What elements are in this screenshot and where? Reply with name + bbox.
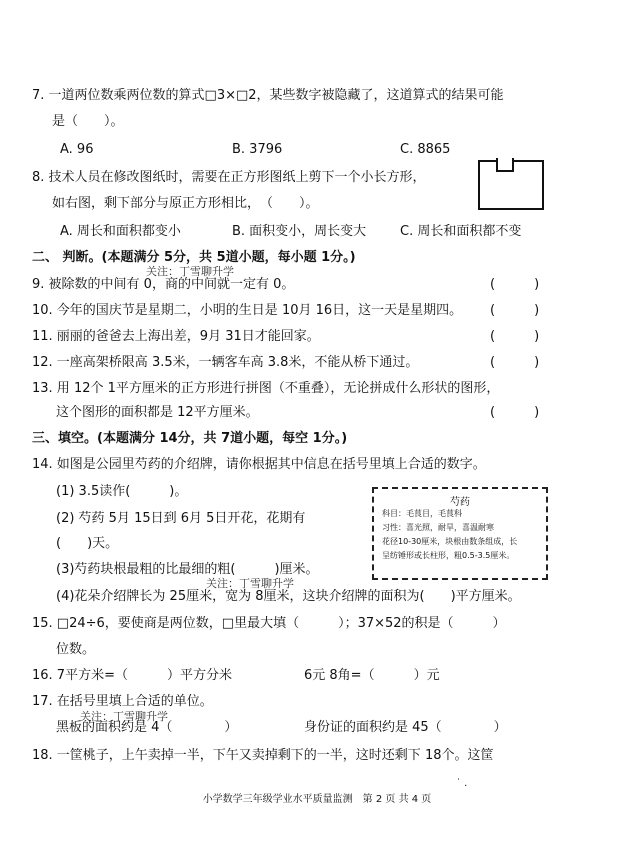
card-line: 花径10-30厘米，块根由数条组成，长 — [382, 537, 518, 546]
q16-part2: 6元 8角=（ ）元 — [304, 668, 440, 683]
q8-option-a: A. 周长和面积都变小 — [60, 224, 181, 239]
q17-part2: 身份证的面积约是 45（ ） — [304, 720, 507, 735]
q13-answer-paren: ( ) — [490, 405, 540, 420]
q14-intro: 14. 如图是公园里芍药的介绍牌，请你根据其中信息在括号里填上合适的数字。 — [32, 457, 486, 472]
q7-option-a: A. 96 — [60, 142, 94, 157]
q14-part4: (4)花朵介绍牌长为 25厘米，宽为 8厘米，这块介绍牌的面积为( )平方厘米。 — [56, 589, 521, 604]
q18-text: 18. 一筐桃子，上午卖掉一半，下午又卖掉剩下的一半，这时还剩下 18个。这筐 — [32, 748, 494, 763]
q11-text: 11. 丽丽的爸爸去上海出差，9月 31日才能回家。 — [32, 329, 320, 344]
card-line: 科目：毛茛目，毛茛科 — [382, 509, 462, 518]
q10-answer-paren: ( ) — [490, 303, 540, 318]
card-line: 呈纺锤形或长柱形，粗0.5-3.5厘米。 — [382, 551, 515, 560]
q14-part2-line1: (2) 芍药 5月 15日到 6月 5日开花，花期有 — [56, 511, 306, 526]
q8-line2: 如右图，剩下部分与原正方形相比， （ ）。 — [52, 196, 319, 211]
q7-option-c: C. 8865 — [400, 142, 451, 157]
q11-answer-paren: ( ) — [490, 329, 540, 344]
q15-line2: 位数。 — [56, 642, 96, 657]
q7-line2: 是（ ）。 — [52, 114, 124, 129]
q15-line1: 15. □24÷6，要使商是两位数，□里最大填（ ）；37×52的积是（ ） — [32, 616, 506, 631]
card-title: 芍药 — [450, 497, 470, 508]
q12-answer-paren: ( ) — [490, 355, 540, 370]
q9-text: 9. 被除数的中间有 0，商的中间就一定有 0。 — [32, 277, 295, 292]
q17-line1: 17. 在括号里填上合适的单位。 — [32, 694, 213, 709]
q12-text: 12. 一座高架桥限高 3.5米，一辆客车高 3.8米，不能从桥下通过。 — [32, 355, 419, 370]
watermark-2: 关注：丁雪聊升学 — [206, 577, 294, 590]
q14-part1: (1) 3.5读作( )。 — [56, 484, 188, 499]
q14-part3: (3)芍药块根最粗的比最细的粗( )厘米。 — [56, 562, 319, 577]
q17-part1: 黑板的面积约是 4（ ） — [56, 720, 238, 735]
q16-part1: 16. 7平方米=（ ）平方分米 — [32, 668, 232, 683]
cut-rectangle-figure — [496, 158, 514, 172]
page-footer: 小学数学三年级学业水平质量监测 第 2 页 共 4 页 — [202, 794, 432, 805]
q8-option-c: C. 周长和面积都不变 — [400, 224, 522, 239]
q14-part2-line2: ( )天。 — [56, 536, 119, 551]
q7-option-b: B. 3796 — [232, 142, 283, 157]
section2-heading: 二、 判断。(本题满分 5分，共 5道小题，每小题 1分。) — [32, 250, 356, 265]
q9-answer-paren: ( ) — [490, 277, 540, 292]
q7-line1: 7. 一道两位数乘两位数的算式□3×□2，某些数字被隐藏了，这道算式的结果可能 — [32, 88, 504, 103]
q10-text: 10. 今年的国庆节是星期二，小明的生日是 10月 16日，这一天是星期四。 — [32, 303, 463, 318]
peony-info-card — [372, 487, 548, 580]
q13-line1: 13. 用 12个 1平方厘米的正方形进行拼图（不重叠），无论拼成什么形状的图形， — [32, 381, 500, 396]
q8-option-b: B. 面积变小，周长变大 — [232, 224, 367, 239]
scan-marks: ˙ . — [456, 778, 468, 789]
card-line: 习性：喜光照，耐旱，喜温耐寒 — [382, 523, 494, 532]
q8-line1: 8. 技术人员在修改图纸时，需要在正方形图纸上剪下一个小长方形， — [32, 170, 426, 185]
watermark-1: 关注：丁雪聊升学 — [146, 265, 234, 278]
q13-line2: 这个图形的面积都是 12平方厘米。 — [56, 405, 259, 420]
section3-heading: 三、填空。(本题满分 14分，共 7道小题，每空 1分。) — [32, 431, 348, 446]
watermark-3: 关注：丁雪聊升学 — [80, 710, 168, 723]
